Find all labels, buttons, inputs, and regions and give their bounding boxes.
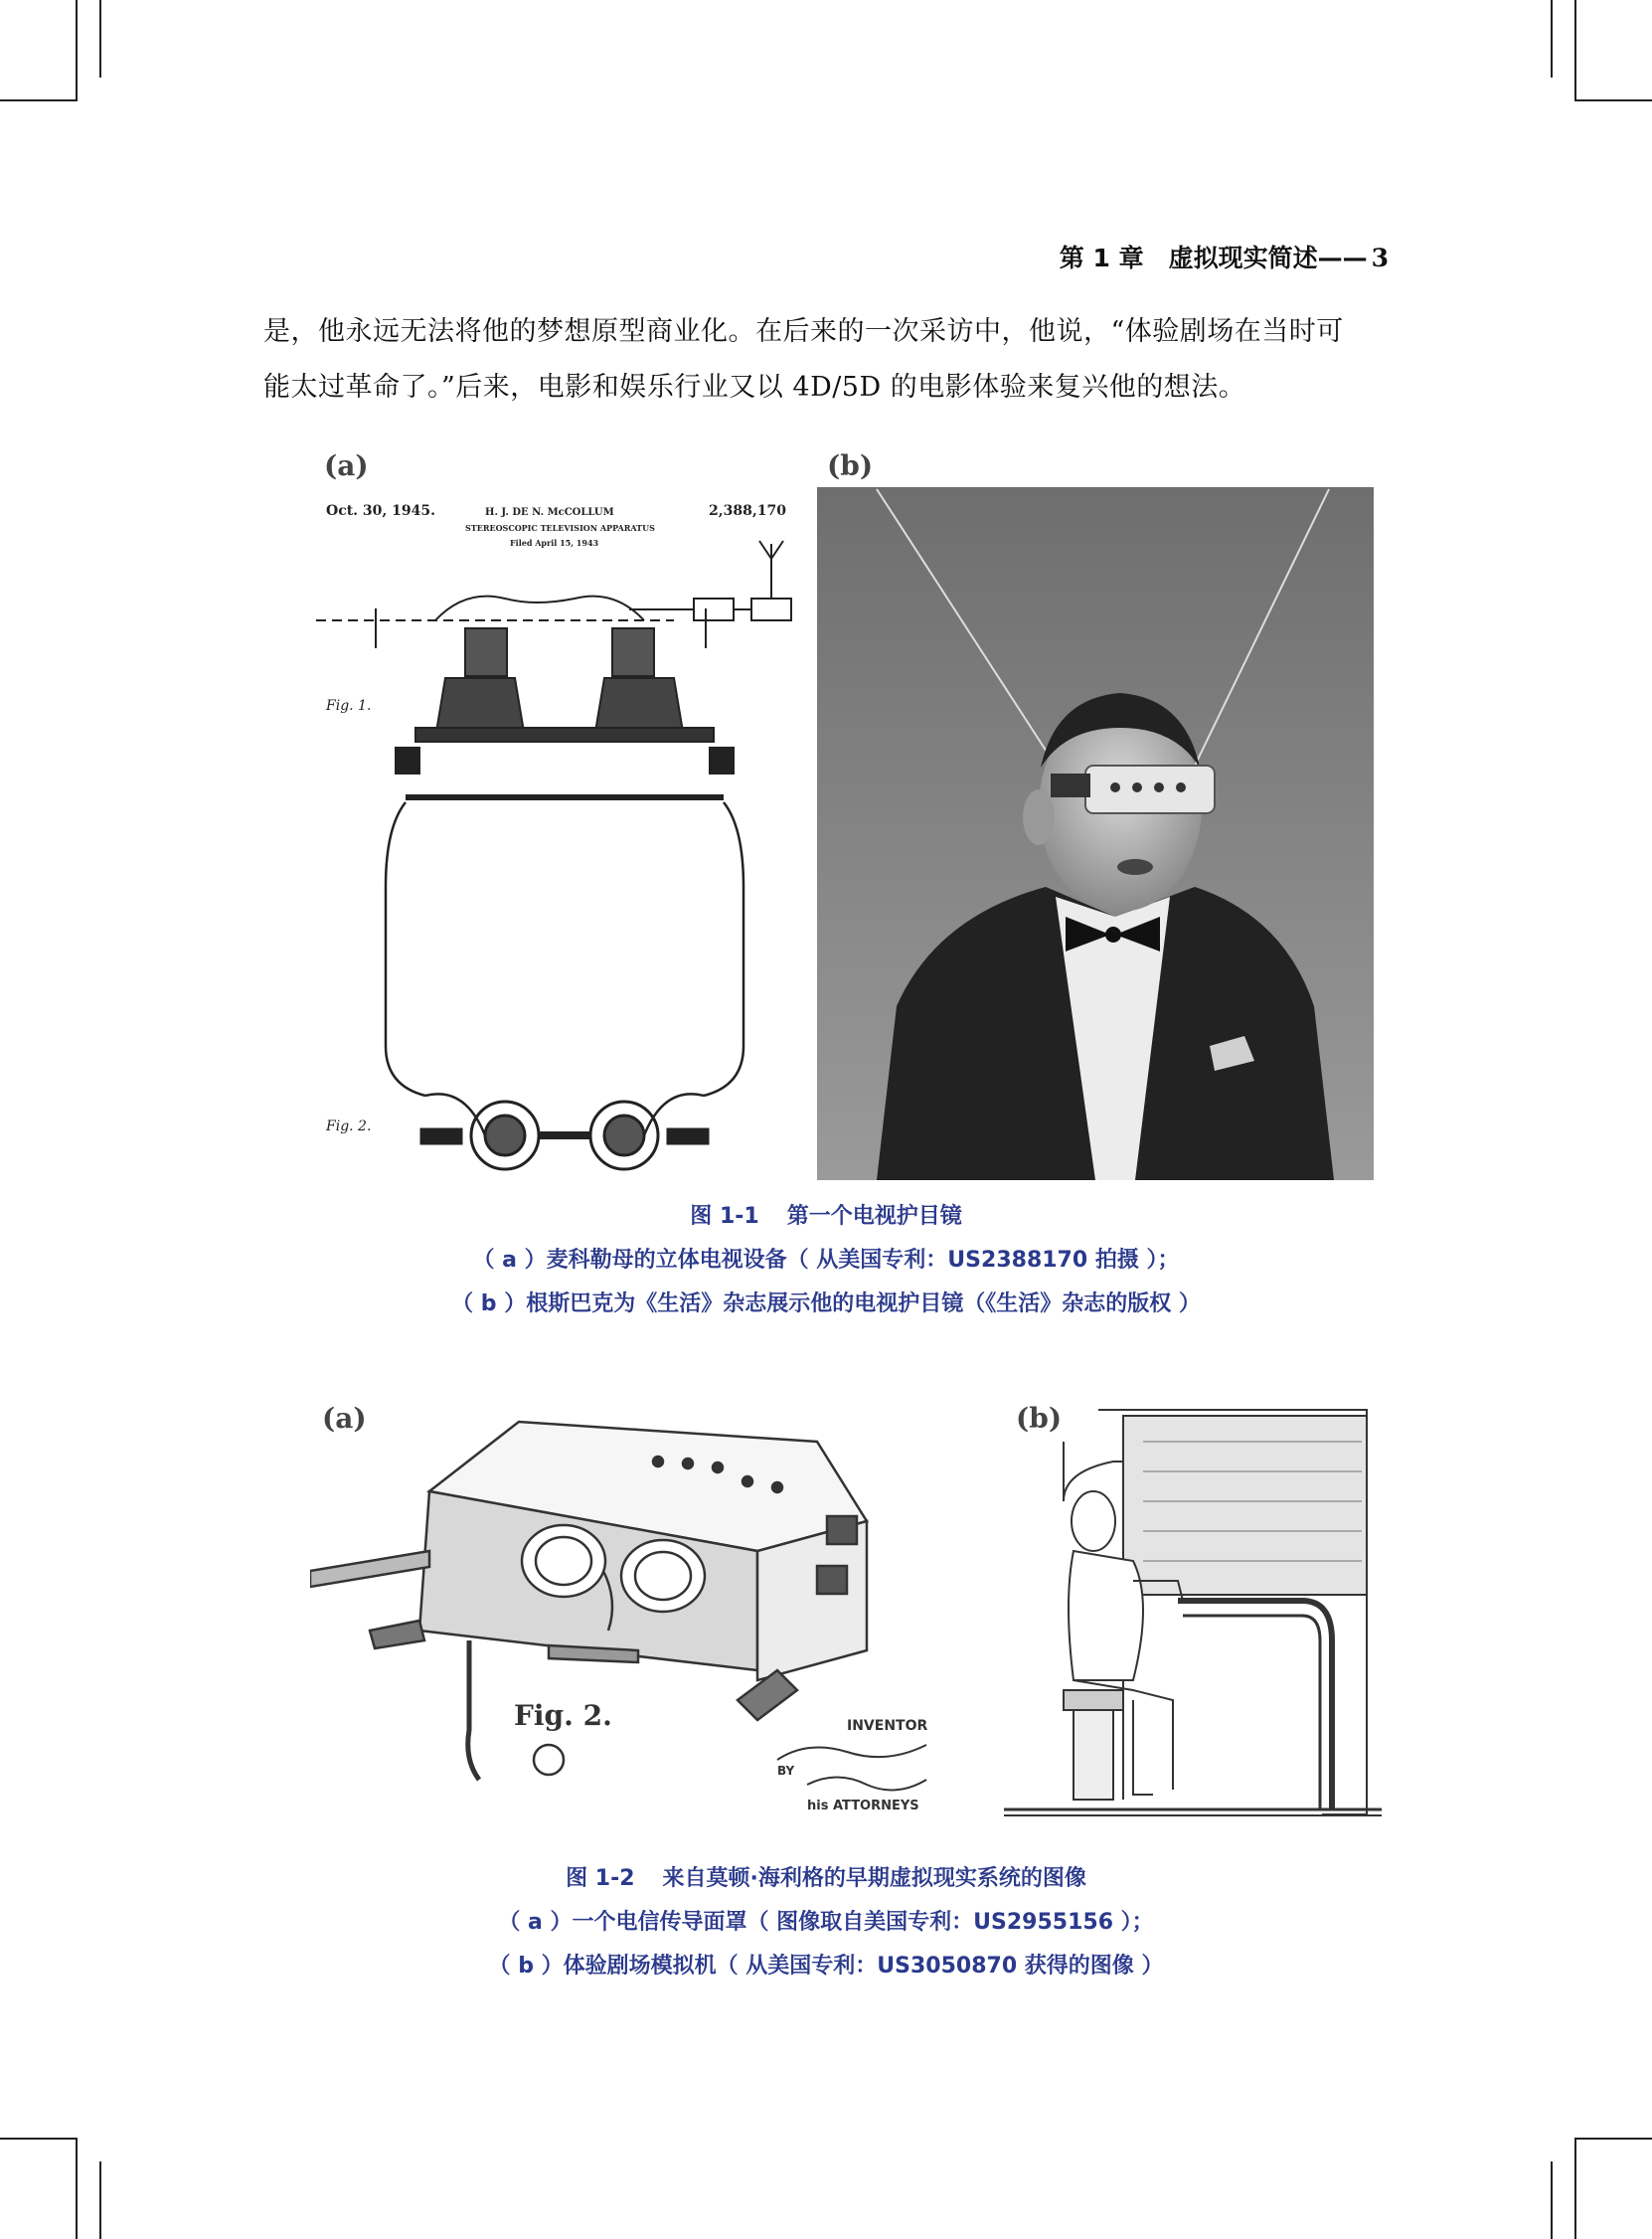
figure2-caption-b: （ b ）体验剧场模拟机（ 从美国专利：US3050870 获得的图像 ）	[488, 1954, 1164, 1979]
figure1-title: 第一个电视护目镜	[786, 1204, 962, 1229]
crop-mark-tl-v	[76, 0, 78, 99]
patent-drawing-sensorama	[1004, 1402, 1382, 1824]
figure2-panel-b	[1004, 1402, 1382, 1824]
figure1-caption-b: （ b ）根斯巴克为《生活》杂志展示他的电视护目镜（《生活》杂志的版权 ）	[451, 1292, 1201, 1316]
patent-date: Oct. 30, 1945.	[326, 503, 436, 519]
figure1-panel-b	[817, 449, 1374, 1180]
patent-drawing-goggles	[316, 449, 813, 1185]
body-line-1: 是，他永远无法将他的梦想原型商业化。在后来的一次采访中，他说，“体验剧场在当时可	[263, 316, 1344, 347]
figure1-panel-a-label: (a)	[324, 449, 369, 482]
figure1-panel-a	[316, 449, 813, 1185]
figure1-panel-b-label: (b)	[827, 449, 874, 482]
body-paragraph	[263, 304, 1391, 416]
mask-inventor-label: INVENTOR	[847, 1718, 928, 1734]
figure1-number: 图 1-1	[690, 1204, 759, 1229]
patent-inventor: H. J. DE N. McCOLLUM	[485, 507, 614, 518]
patent-fig2-label: Fig. 2.	[326, 1119, 372, 1134]
figure1-caption	[0, 1195, 1652, 1326]
patent-drawing-telesphere-mask	[310, 1402, 976, 1819]
patent-number: 2,388,170	[709, 503, 786, 519]
figure2-caption	[0, 1857, 1652, 1988]
crop-mark-tl-v2	[99, 0, 101, 78]
figure1-caption-a: （ a ）麦科勒母的立体电视设备（ 从美国专利：US2388170 拍摄 ）；	[472, 1248, 1180, 1273]
crop-mark-br-v	[1574, 2138, 1576, 2239]
figure2-caption-a: （ a ）一个电信传导面罩（ 图像取自美国专利：US2955156 ）；	[498, 1910, 1154, 1935]
body-line-2: 能太过革命了。”后来，电影和娱乐行业又以 4D/5D 的电影体验来复兴他的想法。	[263, 372, 1246, 403]
crop-mark-br-h	[1574, 2138, 1652, 2140]
crop-mark-bl-v2	[99, 2161, 101, 2239]
mask-by-label: BY	[777, 1764, 795, 1778]
header-dash: ——	[1317, 244, 1368, 272]
crop-mark-tr-v2	[1551, 0, 1553, 78]
page-number: 3	[1371, 244, 1389, 272]
patent-title: STEREOSCOPIC TELEVISION APPARATUS	[465, 523, 655, 533]
mask-fig-label: Fig. 2.	[514, 1699, 612, 1732]
figure2-number: 图 1-2	[566, 1866, 635, 1891]
patent-fig1-label: Fig. 1.	[326, 698, 372, 714]
mask-attorneys-label: his ATTORNEYS	[807, 1799, 919, 1813]
figure2-panel-b-label: (b)	[1016, 1402, 1063, 1435]
figure2-title: 来自莫顿·海利格的早期虚拟现实系统的图像	[662, 1866, 1086, 1891]
crop-mark-bl-h	[0, 2138, 78, 2140]
crop-mark-tr-h	[1574, 99, 1652, 101]
figure2-panel-a-label: (a)	[322, 1402, 367, 1435]
crop-mark-bl-v	[76, 2138, 78, 2239]
running-header	[1060, 239, 1389, 274]
figure2-panel-a	[310, 1402, 976, 1819]
figure2-caption-title	[0, 1857, 1652, 1901]
chapter-title: 第 1 章 虚拟现实简述	[1059, 244, 1318, 272]
crop-mark-tr-v	[1574, 0, 1576, 99]
figure1-caption-title	[0, 1195, 1652, 1239]
crop-mark-br-v2	[1551, 2161, 1553, 2239]
patent-filed: Filed April 15, 1943	[510, 538, 599, 548]
crop-mark-tl-h	[0, 99, 78, 101]
photo-tv-goggles-man	[817, 449, 1374, 1180]
